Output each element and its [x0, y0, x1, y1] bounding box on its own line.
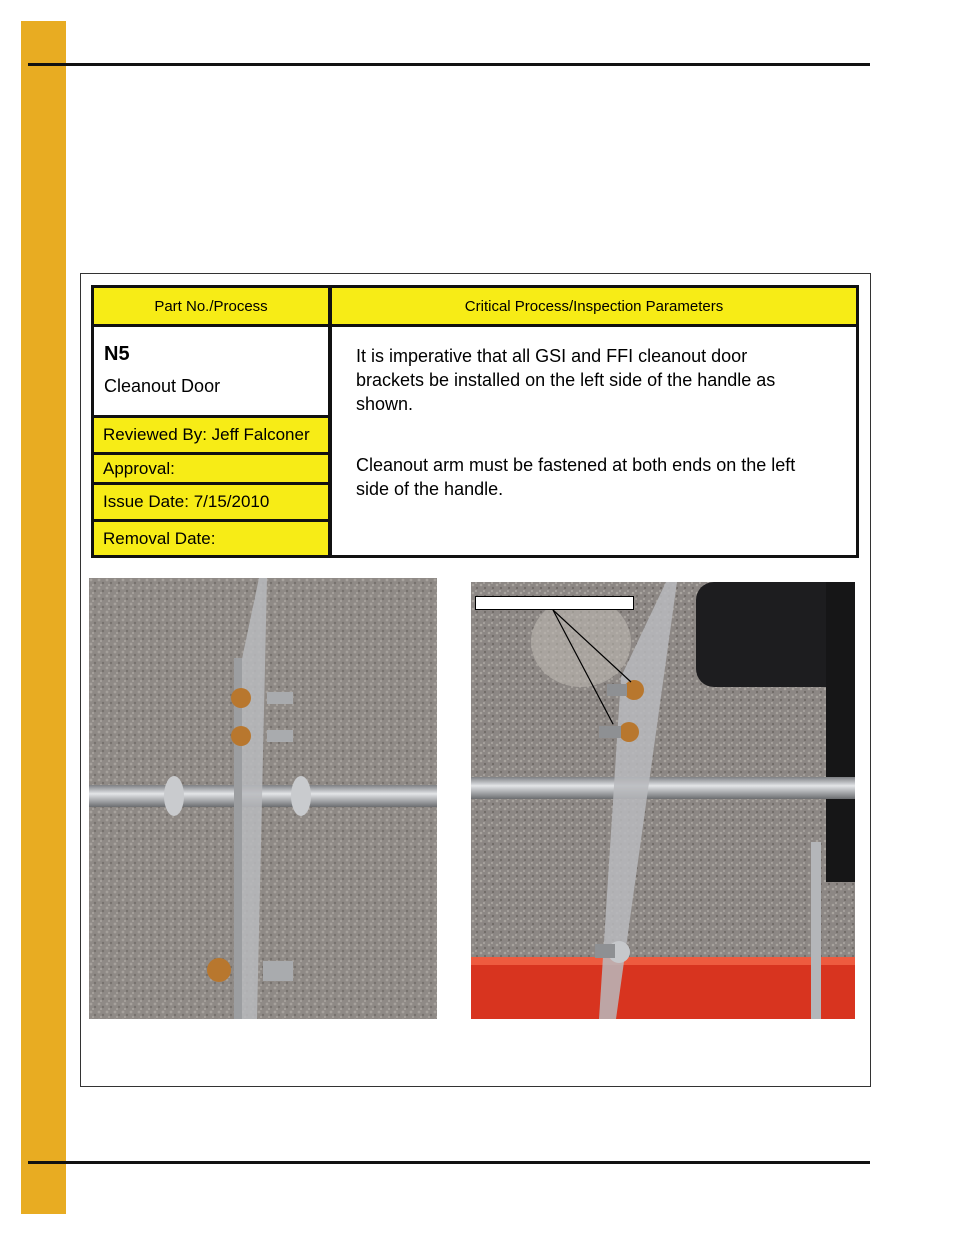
approval-cell	[91, 452, 331, 485]
part-code: N5	[104, 343, 130, 365]
header-part-cell	[91, 285, 331, 327]
issue-date-label: Issue Date: 7/15/2010	[103, 492, 270, 511]
reviewed-by-cell	[91, 415, 331, 455]
inspection-frame	[80, 273, 871, 1087]
photo-bracket-side	[471, 582, 855, 1019]
header-part-label: Part No./Process	[154, 297, 268, 315]
removal-date-cell	[91, 519, 331, 558]
part-cell	[91, 324, 331, 418]
header-params-label: Critical Process/Inspection Parameters	[464, 297, 724, 315]
top-rule	[28, 63, 870, 66]
params-paragraph-2: Cleanout arm must be fastened at both ends on the left side of the handle.	[356, 455, 796, 499]
approval-label: Approval:	[103, 458, 175, 478]
removal-date-label: Removal Date:	[103, 528, 216, 548]
header-params-cell	[329, 285, 859, 327]
issue-date-cell	[91, 482, 331, 522]
params-paragraph-1: It is imperative that all GSI and FFI cleanout door brackets be installed on the left side of the handle as shown.	[356, 346, 776, 414]
callout-label-box	[475, 596, 634, 610]
part-name: Cleanout Door	[104, 376, 221, 396]
photo-bracket-front	[89, 578, 437, 1019]
reviewed-by-label: Reviewed By: Jeff Falconer	[103, 425, 310, 444]
bottom-rule	[28, 1161, 870, 1164]
side-accent-bar	[21, 21, 66, 1214]
params-cell	[329, 324, 859, 558]
